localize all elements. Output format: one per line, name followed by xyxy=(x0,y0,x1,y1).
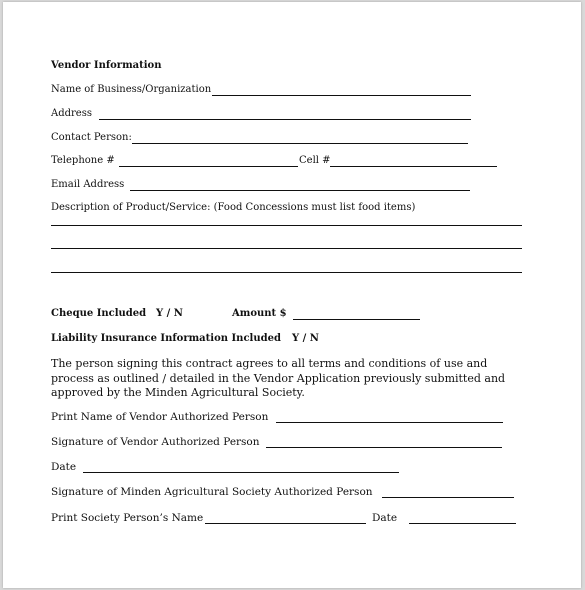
sign-vendor-field[interactable] xyxy=(266,447,502,448)
business-name-label: Name of Business/Organization xyxy=(51,84,212,95)
telephone-label: Telephone # xyxy=(51,155,115,166)
cell-label: Cell # xyxy=(299,155,331,166)
email-label: Email Address xyxy=(51,179,125,190)
description-label: Description of Product/Service: (Food Concessions must list food items) xyxy=(51,202,416,213)
date-2-field[interactable] xyxy=(409,523,516,524)
address-field[interactable] xyxy=(99,119,471,120)
email-field[interactable] xyxy=(130,190,470,191)
contact-person-label: Contact Person: xyxy=(51,132,132,143)
print-vendor-field[interactable] xyxy=(276,422,503,423)
cheque-yn-choice[interactable]: Y / N xyxy=(156,308,183,319)
print-society-field[interactable] xyxy=(205,523,366,524)
insurance-label: Liability Insurance Information Included xyxy=(51,333,281,344)
sign-society-label: Signature of Minden Agricultural Society Authorized Person xyxy=(51,486,373,498)
print-society-label: Print Society Person’s Name xyxy=(51,512,204,524)
date-2-label: Date xyxy=(372,512,398,524)
amount-label: Amount $ xyxy=(232,308,287,319)
description-line-1[interactable] xyxy=(51,225,522,226)
contact-person-field[interactable] xyxy=(132,143,468,144)
telephone-field[interactable] xyxy=(119,166,298,167)
insurance-yn-choice[interactable]: Y / N xyxy=(292,333,319,344)
print-vendor-label: Print Name of Vendor Authorized Person xyxy=(51,411,269,423)
business-name-field[interactable] xyxy=(212,95,471,96)
description-line-2[interactable] xyxy=(51,248,522,249)
address-label: Address xyxy=(51,108,92,119)
date-1-field[interactable] xyxy=(83,472,399,473)
agreement-paragraph: The person signing this contract agrees to all terms and conditions of use and process as outlined / detailed in the Vendor Application previously submitted and approved by the Minden Agricultural Society. xyxy=(51,357,506,399)
description-line-3[interactable] xyxy=(51,272,522,273)
sign-vendor-label: Signature of Vendor Authorized Person xyxy=(51,436,260,448)
document-page xyxy=(3,2,581,588)
date-1-label: Date xyxy=(51,461,77,473)
amount-field[interactable] xyxy=(293,319,420,320)
cell-field[interactable] xyxy=(330,166,497,167)
section-title: Vendor Information xyxy=(51,60,162,71)
sign-society-field[interactable] xyxy=(382,497,514,498)
cheque-included-label: Cheque Included xyxy=(51,308,147,319)
